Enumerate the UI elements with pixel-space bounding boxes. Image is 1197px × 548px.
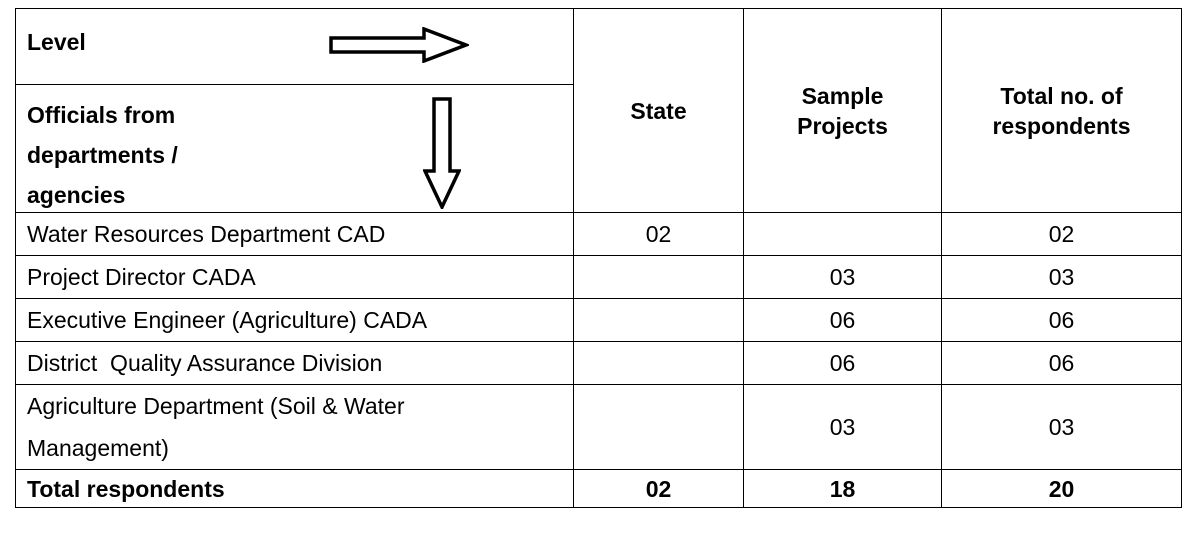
row-sample: 03 (744, 385, 942, 470)
sample-header-line1: Sample (801, 82, 884, 109)
row-state (574, 385, 744, 470)
officials-header-cell (16, 85, 574, 213)
total-row-sample: 18 (744, 470, 942, 508)
sample-header-line2: Projects (797, 112, 888, 139)
row-name-line1: Agriculture Department (Soil & Water (27, 393, 405, 419)
total-row-state: 02 (574, 470, 744, 508)
row-state (574, 342, 744, 385)
table-row (16, 256, 1182, 299)
row-total: 06 (942, 342, 1182, 385)
header-row-level (16, 9, 1182, 85)
row-sample: 03 (744, 256, 942, 299)
row-name: District Quality Assurance Division (16, 342, 574, 385)
table-row (16, 213, 1182, 256)
officials-line3: agencies (27, 182, 126, 208)
respondents-table (15, 8, 1182, 508)
level-header-cell (16, 9, 574, 85)
officials-line2: departments / (27, 142, 178, 168)
row-total: 03 (942, 385, 1182, 470)
row-name: Water Resources Department CAD (16, 213, 574, 256)
row-name: Executive Engineer (Agriculture) CADA (16, 299, 574, 342)
row-sample (744, 213, 942, 256)
row-name: Project Director CADA (16, 256, 574, 299)
total-row-total: 20 (942, 470, 1182, 508)
state-column-header (574, 9, 744, 213)
level-label: Level (27, 29, 86, 55)
total-row-label: Total respondents (16, 470, 574, 508)
row-state (574, 256, 744, 299)
total-header-line1: Total no. of (1000, 82, 1123, 109)
table-row (16, 385, 1182, 470)
row-name (16, 385, 574, 470)
state-header-label: State (630, 97, 687, 124)
total-respondents-column-header (942, 9, 1182, 213)
row-total: 03 (942, 256, 1182, 299)
row-name-line2: Management) (27, 435, 169, 461)
row-total: 06 (942, 299, 1182, 342)
total-header-line2: respondents (992, 112, 1131, 139)
arrow-right-icon (329, 27, 469, 63)
total-row (16, 470, 1182, 508)
row-state (574, 299, 744, 342)
officials-line1: Officials from (27, 102, 176, 128)
sample-projects-column-header (744, 9, 942, 213)
row-total: 02 (942, 213, 1182, 256)
officials-label (27, 95, 347, 215)
row-state: 02 (574, 213, 744, 256)
row-sample: 06 (744, 299, 942, 342)
table-row (16, 299, 1182, 342)
arrow-down-icon (423, 97, 461, 209)
table-row (16, 342, 1182, 385)
row-sample: 06 (744, 342, 942, 385)
